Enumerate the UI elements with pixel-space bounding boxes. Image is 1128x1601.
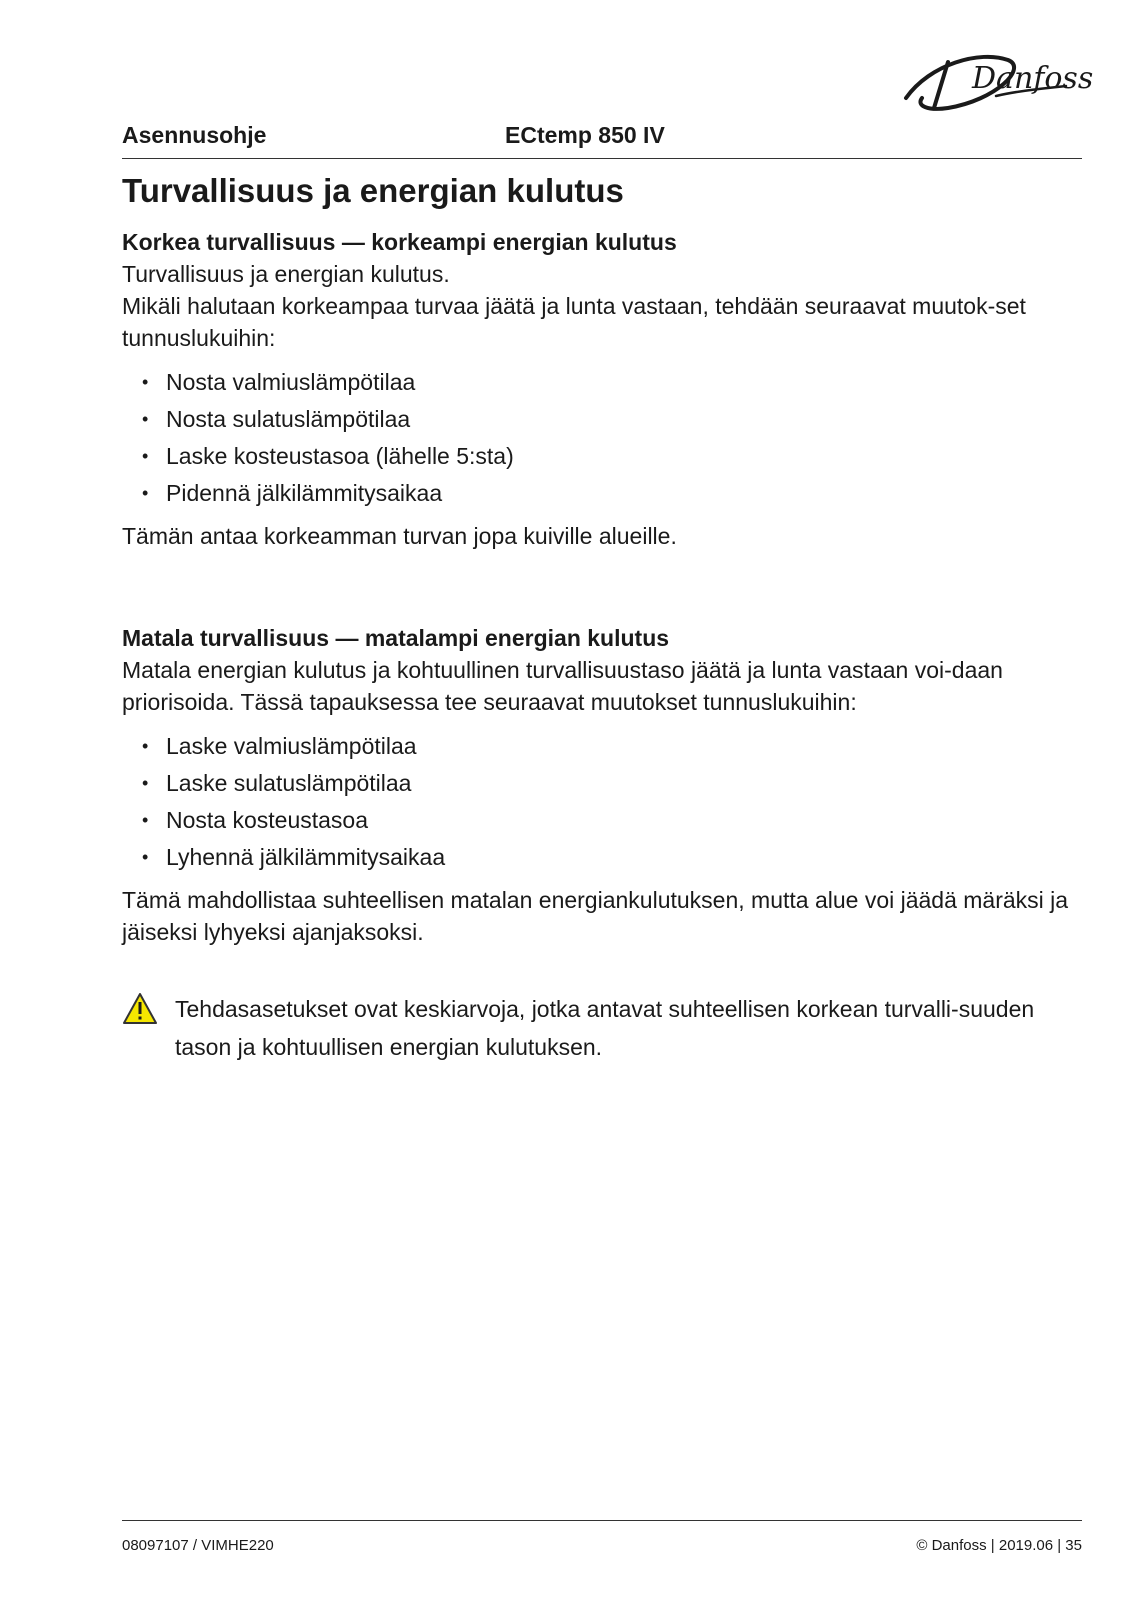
bullet-list <box>122 364 1082 512</box>
list-item: • Nosta valmiuslämpötilaa <box>122 364 1082 401</box>
paragraph: Turvallisuus ja energian kulutus. <box>122 260 450 287</box>
list-item: • Pidennä jälkilämmitysaikaa <box>122 475 1082 512</box>
list-item: • Nosta sulatuslämpötilaa <box>122 401 1082 438</box>
section-heading: Korkea turvallisuus — korkeampi energian kulutus <box>122 228 677 255</box>
list-item: • Lyhennä jälkilämmitysaikaa <box>122 839 1082 876</box>
section-heading: Matala turvallisuus — matalampi energian kulutus <box>122 624 670 651</box>
paragraph: Tämä mahdollistaa suhteellisen matalan energiankulutuksen, mutta alue voi jäädä märäksi ja jäiseksi lyhyeksi ajanjaksoksi. <box>122 886 1069 945</box>
paragraph: Mikäli halutaan korkeampaa turvaa jäätä ja lunta vastaan, tehdään seuraavat muutok-set tunnuslukuihin: <box>122 292 1026 351</box>
product-name: ECtemp 850 IV <box>505 122 665 148</box>
document-type: Asennusohje <box>122 122 267 148</box>
paragraph: Matala energian kulutus ja kohtuullinen turvallisuustaso jäätä ja lunta vastaan voi-daan priorisoida. Tässä tapauksessa tee seuraavat muutokset tunnuslukuihin: <box>122 656 1003 715</box>
logo-wordmark: Danfoss <box>972 61 1094 96</box>
document-number: 08097107 / VIMHE220 <box>122 1537 274 1554</box>
danfoss-logo <box>900 38 1094 118</box>
list-item: • Laske kosteustasoa (lähelle 5:sta) <box>122 438 1082 475</box>
page-header <box>122 116 1082 159</box>
page-content <box>122 172 1082 1066</box>
paragraph: Tämän antaa korkeamman turvan jopa kuiville alueille. <box>122 522 677 549</box>
list-item: • Laske sulatuslämpötilaa <box>122 765 1082 802</box>
list-item: • Laske valmiuslämpötilaa <box>122 728 1082 765</box>
section-low-safety <box>122 622 1082 948</box>
page-title: Turvallisuus ja energian kulutus <box>122 172 624 209</box>
bullet-list <box>122 728 1082 876</box>
list-item: • Nosta kosteustasoa <box>122 802 1082 839</box>
warning-note <box>122 990 1082 1066</box>
warning-icon <box>122 992 158 1026</box>
page-footer <box>122 1520 1082 1561</box>
warning-text: Tehdasasetukset ovat keskiarvoja, jotka antavat suhteellisen korkean turvalli-suuden tason ja kohtuullisen energian kulutuksen. <box>175 995 1035 1060</box>
copyright-page-info: © Danfoss | 2019.06 | 35 <box>916 1537 1082 1554</box>
section-high-safety <box>122 226 1082 552</box>
